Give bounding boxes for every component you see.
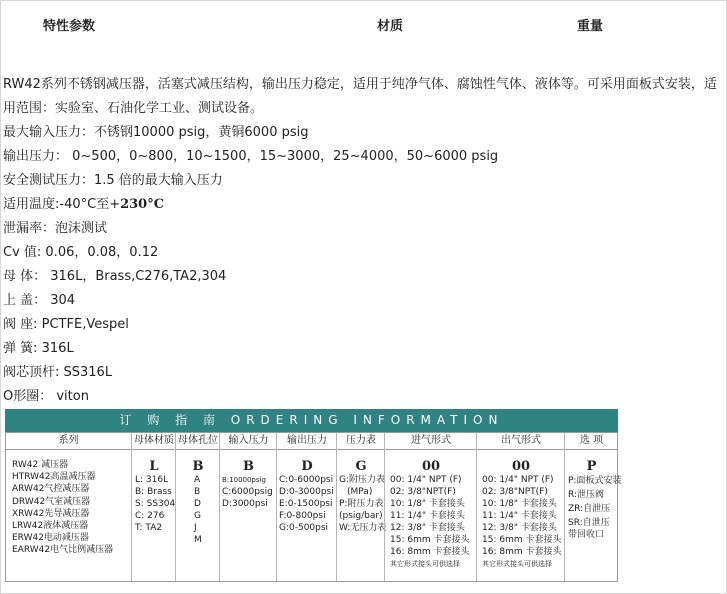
gauge-options: [339, 474, 386, 534]
col-header-material: 母体材质: [132, 433, 176, 450]
code-output: D: [301, 459, 313, 474]
option: D:3000psi: [222, 499, 268, 509]
option: G:附压力表: [339, 475, 386, 485]
col-header-series: 系列: [6, 433, 131, 450]
option: T: TA2: [135, 523, 163, 533]
header-material: 材质: [377, 19, 404, 34]
input-options: [222, 474, 273, 510]
spec-list: [3, 73, 719, 409]
option: ZR:自泄压: [568, 504, 611, 514]
code-outlet: 00: [511, 459, 531, 474]
series-item: RW42 减压器: [12, 460, 69, 470]
option: S: SS304: [135, 499, 176, 509]
option: M: [194, 535, 202, 545]
option: W:无压力表: [339, 523, 387, 533]
spec-safety: 安全测试压力：1.5 倍的最大输入压力: [3, 173, 223, 188]
code-gauge: G: [355, 459, 367, 474]
output-options: [279, 474, 334, 534]
col-header-outlet: 出气形式: [477, 433, 565, 450]
option: G: [194, 511, 201, 521]
option: A: [194, 475, 201, 485]
option: L: 316L: [135, 475, 169, 485]
spec-leak: 泄漏率：泡沫测试: [3, 221, 108, 236]
spec-seat: 阀 座: PCTFE,Vespel: [3, 317, 129, 332]
option: SR:自泄压: [568, 518, 610, 528]
option: 带回收口: [568, 530, 605, 540]
spec-cv: Cv 值: 0.06，0.08，0.12: [3, 245, 159, 260]
spec-description: RW42系列不锈钢减压器，活塞式减压结构，输出压力稳定，适用于纯净气体、腐蚀性气体、液体等。可采用面板式安装，适用范围：实验室、石油化学工业、测试设备。: [3, 77, 717, 116]
col-inlet: [384, 433, 477, 581]
spec-body: 母 体： 316L，Brass,C276,TA2,304: [3, 269, 227, 284]
series-list: [12, 459, 113, 557]
option: 10: 1/8" 卡套接头: [482, 499, 557, 509]
temp-value: 230°C: [120, 197, 165, 212]
code-ports: B: [192, 459, 204, 474]
col-gauge: [336, 433, 385, 581]
option: J: [194, 523, 197, 533]
col-options: [564, 433, 622, 581]
option: C:0-6000psi: [279, 475, 334, 485]
col-header-gauge: 压力表: [337, 433, 385, 450]
option: (psig/bar): [339, 511, 383, 521]
series-item: ARW42气控减压器: [12, 484, 90, 495]
option: 11: 1/4" 卡套接头: [482, 511, 557, 521]
ordering-table: [5, 432, 622, 582]
code-options: P: [586, 459, 597, 474]
series-item: DRW42气室减压器: [12, 496, 91, 507]
option: 00: 1/4" NPT (F): [390, 475, 462, 485]
temp-label: 适用温度:-40°C至+: [3, 197, 121, 212]
option: D:0-3000psi: [279, 487, 334, 497]
option: P:面板式安装: [568, 476, 622, 486]
option: R:泄压阀: [568, 490, 605, 500]
spec-output: 输出压力： 0~500，0~800，10~1500，15~3000，25~4000，50~6000 psig: [3, 149, 499, 164]
option: (MPa): [347, 487, 373, 497]
option-list: [568, 474, 621, 540]
col-outlet: [476, 433, 565, 581]
col-header-options: 选 项: [565, 433, 618, 450]
code-material: L: [149, 459, 159, 474]
series-item: ERW42电动减压器: [12, 533, 89, 544]
option: 16: 8mm 卡套接头: [390, 547, 470, 557]
option: C:6000psig: [222, 487, 273, 497]
option: 16: 8mm 卡套接头: [482, 547, 562, 557]
col-material: [131, 433, 176, 581]
option: 02: 3/8"NPT(F): [390, 487, 456, 497]
option: 12: 3/8" 卡套接头: [390, 523, 465, 533]
option: 12: 3/8" 卡套接头: [482, 523, 557, 533]
material-options: [135, 474, 175, 534]
option: 02: 3/8"NPT(F): [482, 487, 548, 497]
option: G:0-500psi: [279, 523, 329, 533]
spec-spring: 弹 簧: 316L: [3, 341, 74, 356]
option: B: Brass: [135, 487, 172, 497]
spec-max-input: 最大输入压力：不锈钢10000 psig，黄铜6000 psig: [3, 125, 309, 140]
option: 11: 1/4" 卡套接头: [390, 511, 465, 521]
option: B: [194, 487, 201, 497]
outlet-options: [482, 474, 561, 570]
col-header-inlet: 进气形式: [385, 433, 477, 450]
series-item: EARW42电气比例减压器: [12, 545, 114, 556]
header-weight: 重量: [577, 19, 604, 34]
col-ports: [175, 433, 220, 581]
header-characteristics: 特性参数: [43, 19, 96, 34]
option: 其它形式接头可供选择: [390, 560, 460, 568]
col-header-input: 输入压力: [220, 433, 277, 450]
option: E:0-1500psi: [279, 499, 333, 509]
option: D: [194, 499, 201, 509]
series-item: XRW42先导减压器: [12, 508, 90, 519]
option: P:附压力表: [339, 499, 384, 509]
option: B:10000psig: [222, 476, 266, 484]
spec-oring: O形圈： viton: [3, 389, 89, 404]
ordering-title: 订 购 指 南 ORDERING INFORMATION: [5, 409, 618, 432]
inlet-options: [390, 474, 469, 570]
col-header-ports: 母体孔位: [176, 433, 220, 450]
option: 15: 6mm 卡套接头: [390, 535, 470, 545]
spec-cover: 上 盖： 304: [3, 293, 76, 308]
col-input: [219, 433, 277, 581]
option: 其它形式接头可供选择: [482, 560, 552, 568]
port-options: [194, 474, 202, 546]
option: F:0-800psi: [279, 511, 326, 521]
spec-temperature: [3, 193, 719, 217]
option: 00: 1/4" NPT (F): [482, 475, 554, 485]
col-series: [6, 433, 131, 581]
spec-stem: 阀芯顶杆: SS316L: [3, 365, 113, 380]
code-input: B: [243, 459, 254, 474]
series-item: LRW42液体减压器: [12, 521, 89, 532]
col-output: [276, 433, 337, 581]
ordering-information: [5, 409, 622, 581]
col-header-output: 输出压力: [277, 433, 337, 450]
code-inlet: 00: [421, 459, 441, 474]
series-item: HTRW42高温减压器: [12, 472, 96, 483]
option: 15: 6mm 卡套接头: [482, 535, 562, 545]
option: C: 276: [135, 511, 165, 521]
option: 10: 1/8" 卡套接头: [390, 499, 465, 509]
